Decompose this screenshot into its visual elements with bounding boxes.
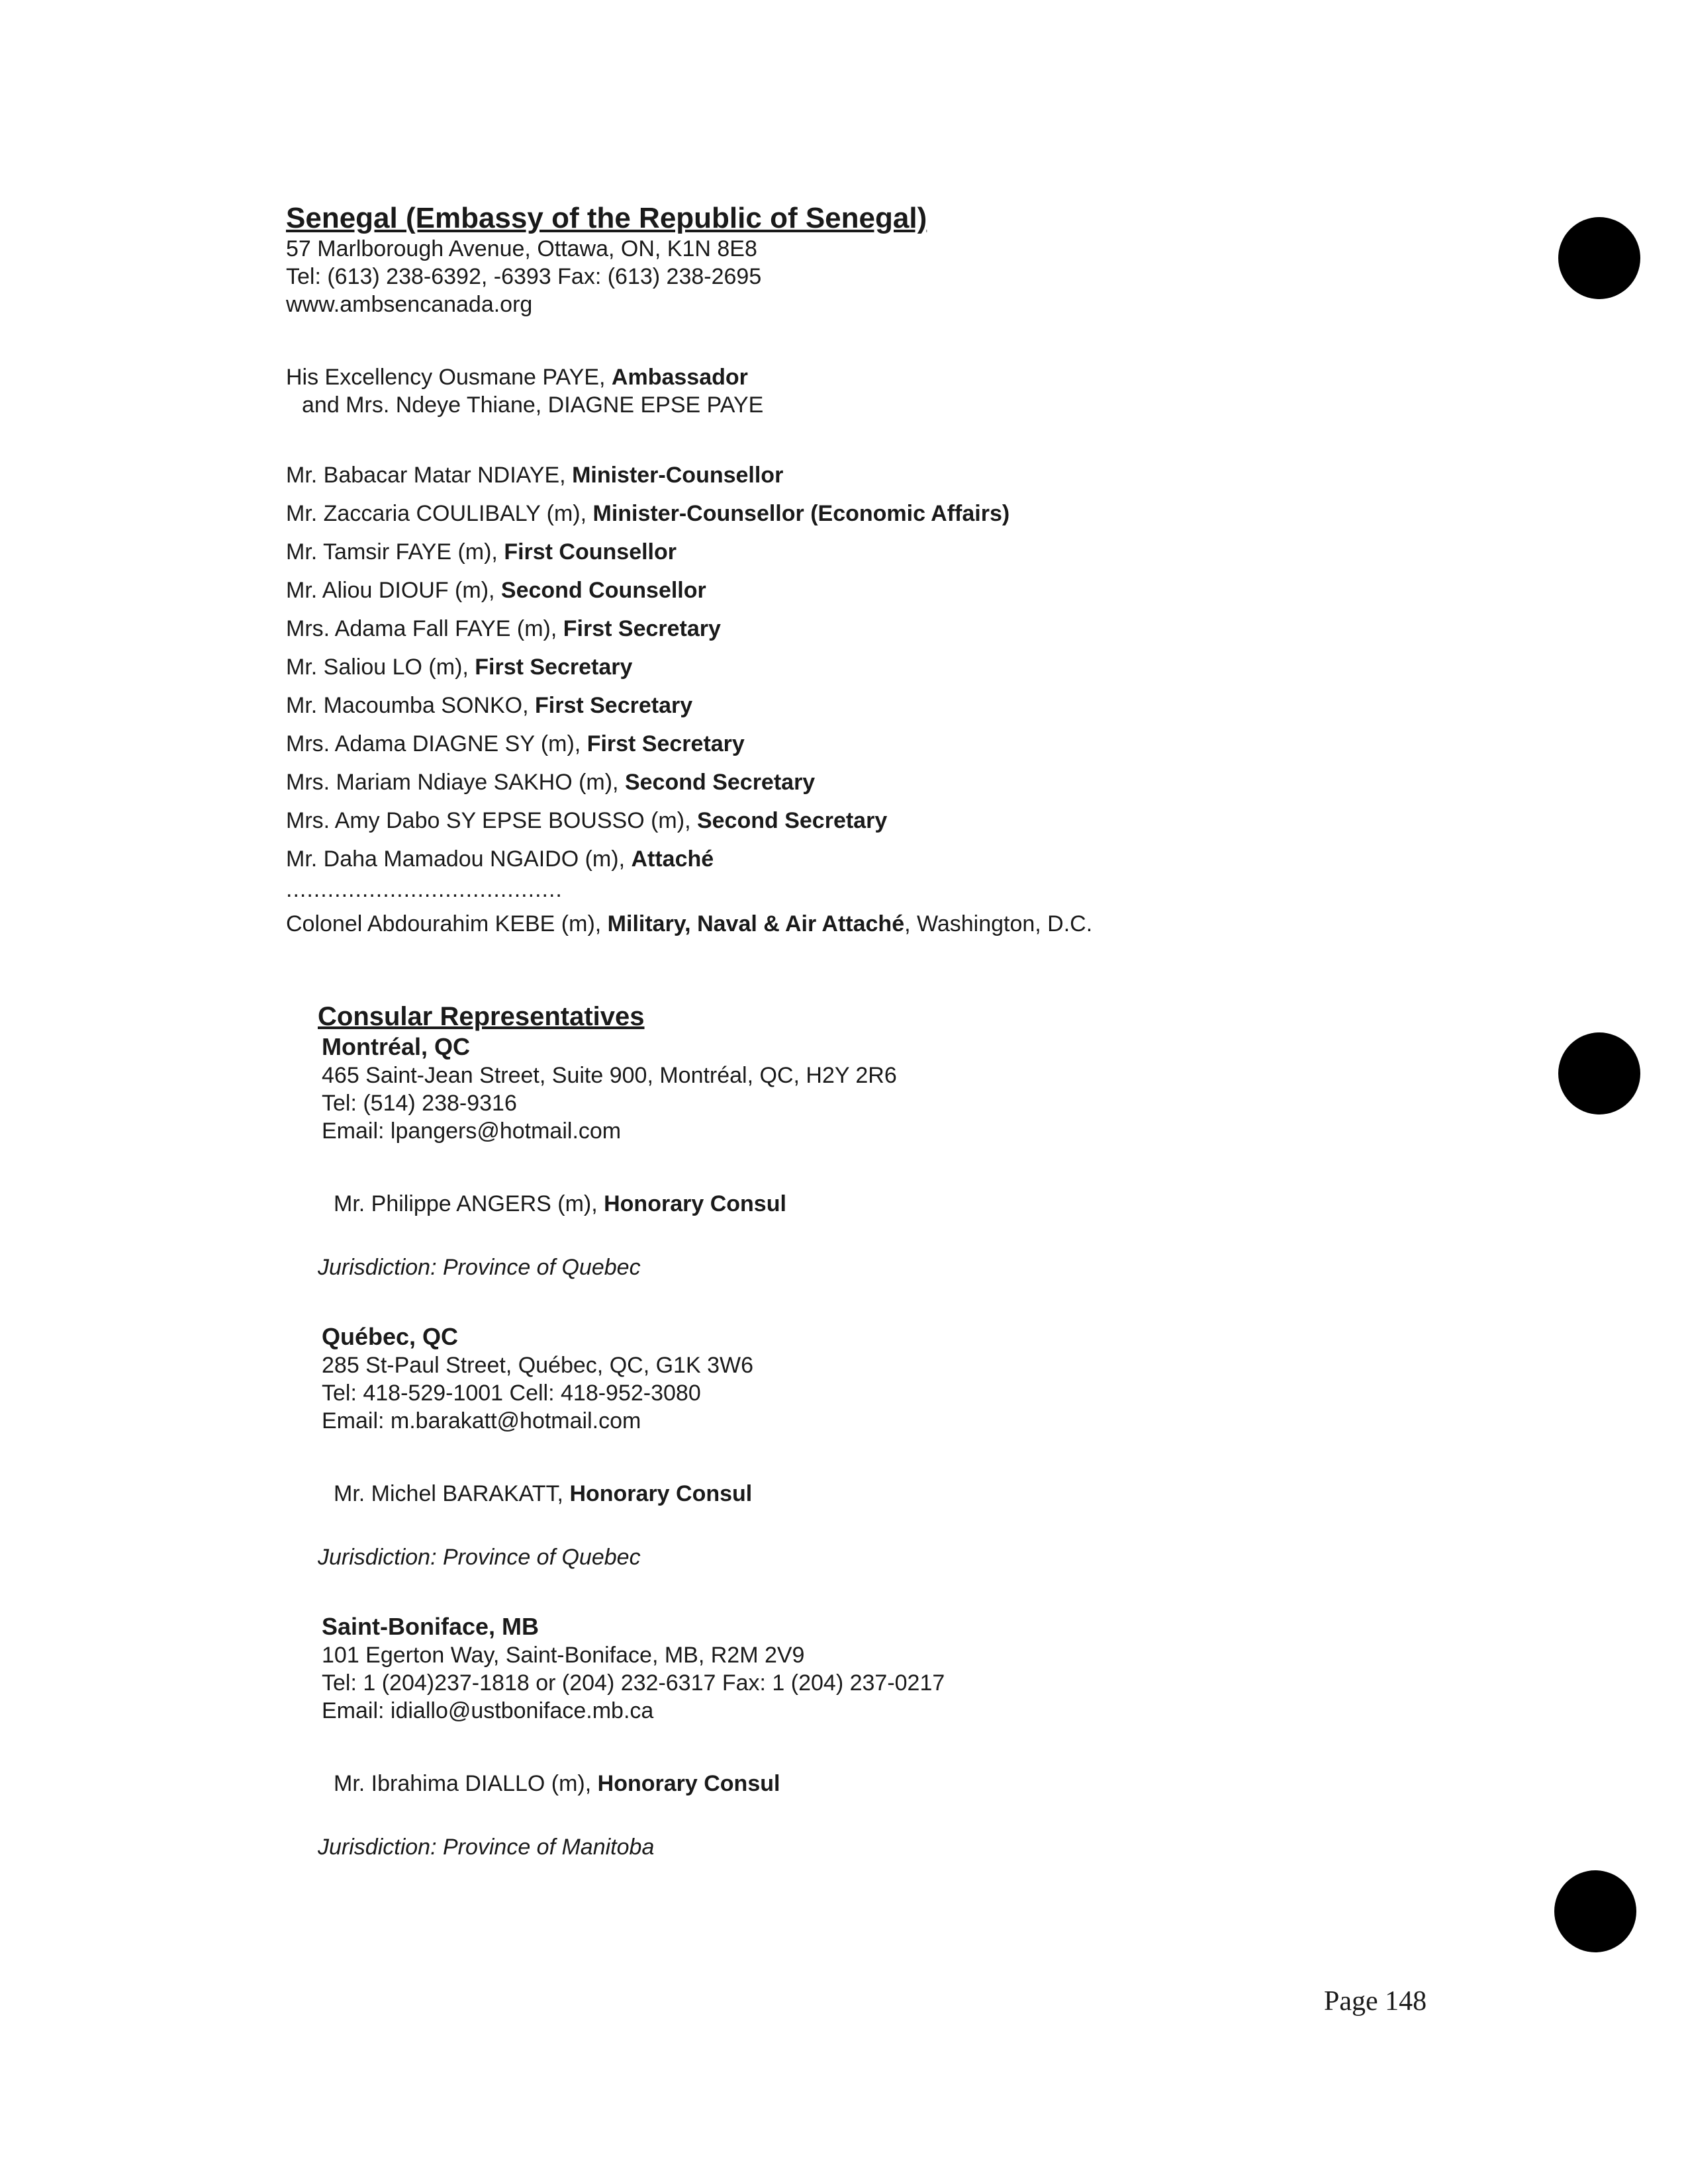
embassy-section [286,202,1477,943]
military-location: , Washington, D.C. [904,911,1093,936]
office-phone: Tel: 1 (204)237-1818 or (204) 232-6317 Fax: 1 (204) 237-0217 [322,1670,945,1696]
office-address: 465 Saint-Jean Street, Suite 900, Montréal, QC, H2Y 2R6 [322,1063,897,1088]
staff-title: Attaché [631,846,714,872]
office-email: Email: idiallo@ustboniface.mb.ca [322,1698,654,1723]
military-title: Military, Naval & Air Attaché [607,911,905,936]
staff-row [286,456,1477,494]
staff-title: First Secretary [475,655,633,680]
consul-role: Honorary Consul [597,1771,780,1796]
dotted-separator: ........................................ [286,877,563,902]
staff-name: Mr. Aliou DIOUF (m), [286,578,501,603]
staff-title: Minister-Counsellor (Economic Affairs) [592,501,1010,526]
office-jurisdiction: Jurisdiction: Province of Quebec [318,1545,641,1570]
embassy-title: Senegal (Embassy of the Republic of Senegal) [286,202,927,234]
staff-row [286,840,1477,878]
staff-row [286,725,1477,763]
staff-name: Mr. Macoumba SONKO, [286,693,535,718]
office-city: Montréal, QC [322,1033,471,1060]
embassy-website: www.ambsencanada.org [286,292,533,317]
consular-office-quebec [318,1322,1443,1571]
office-city: Saint-Boniface, MB [322,1613,539,1640]
staff-title: Second Secretary [696,808,888,833]
page-number: Page 148 [1324,1986,1427,2017]
staff-row [286,571,1477,610]
consul-line [318,1190,1443,1218]
office-jurisdiction: Jurisdiction: Province of Quebec [318,1255,641,1280]
staff-name: Mr. Babacar Matar NDIAYE, [286,463,573,488]
punch-hole-bottom [1554,1870,1636,1952]
office-email: Email: lpangers@hotmail.com [322,1118,622,1144]
ambassador-name: His Excellency Ousmane PAYE, [286,365,612,390]
office-phone: Tel: 418-529-1001 Cell: 418-952-3080 [322,1381,701,1406]
ambassador-title: Ambassador [611,365,748,390]
staff-row [286,648,1477,686]
staff-name: Mrs. Amy Dabo SY EPSE BOUSSO (m), [286,808,697,833]
consular-heading: Consular Representatives [318,1002,645,1031]
staff-row [286,494,1477,533]
staff-name: Mrs. Adama Fall FAYE (m), [286,616,563,641]
staff-title: First Counsellor [504,539,677,565]
consul-line [318,1480,1443,1508]
office-address: 285 St-Paul Street, Québec, QC, G1K 3W6 [322,1353,753,1378]
consular-office-saint-boniface [318,1612,1443,1861]
consul-name: Mr. Ibrahima DIALLO (m), [334,1771,598,1796]
punch-hole-middle [1558,1032,1640,1115]
office-city: Québec, QC [322,1323,459,1350]
staff-title: First Secretary [563,616,721,641]
office-jurisdiction: Jurisdiction: Province of Manitoba [318,1835,655,1860]
staff-title: First Secretary [586,731,745,756]
staff-row [286,533,1477,571]
consul-name: Mr. Philippe ANGERS (m), [334,1191,604,1216]
embassy-address: 57 Marlborough Avenue, Ottawa, ON, K1N 8E8 [286,236,757,261]
staff-row [286,801,1477,840]
staff-row [286,763,1477,801]
military-attache-line [286,905,1477,943]
staff-list [286,456,1477,878]
consul-name: Mr. Michel BARAKATT, [334,1481,570,1506]
office-phone: Tel: (514) 238-9316 [322,1091,517,1116]
staff-name: Mr. Tamsir FAYE (m), [286,539,504,565]
embassy-phone: Tel: (613) 238-6392, -6393 Fax: (613) 238-2695 [286,264,762,289]
staff-row [286,686,1477,725]
ambassador-spouse: and Mrs. Ndeye Thiane, DIAGNE EPSE PAYE [302,392,764,418]
ambassador-line [286,363,1477,391]
staff-name: Mr. Saliou LO (m), [286,655,475,680]
staff-row [286,610,1477,648]
staff-name: Mr. Zaccaria COULIBALY (m), [286,501,593,526]
military-name: Colonel Abdourahim KEBE (m), [286,911,608,936]
consul-role: Honorary Consul [604,1191,786,1216]
staff-title: Minister-Counsellor [572,463,784,488]
consular-section [318,1001,1443,1861]
staff-title: Second Counsellor [500,578,706,603]
punch-hole-top [1558,217,1640,299]
consul-role: Honorary Consul [569,1481,753,1506]
staff-name: Mrs. Adama DIAGNE SY (m), [286,731,587,756]
staff-title: First Secretary [535,693,693,718]
staff-name: Mr. Daha Mamadou NGAIDO (m), [286,846,632,872]
office-email: Email: m.barakatt@hotmail.com [322,1408,641,1433]
staff-name: Mrs. Mariam Ndiaye SAKHO (m), [286,770,625,795]
consul-line [318,1770,1443,1797]
staff-title: Second Secretary [624,770,816,795]
consular-office-montreal [318,1032,1443,1281]
office-address: 101 Egerton Way, Saint-Boniface, MB, R2M 2V9 [322,1643,805,1668]
